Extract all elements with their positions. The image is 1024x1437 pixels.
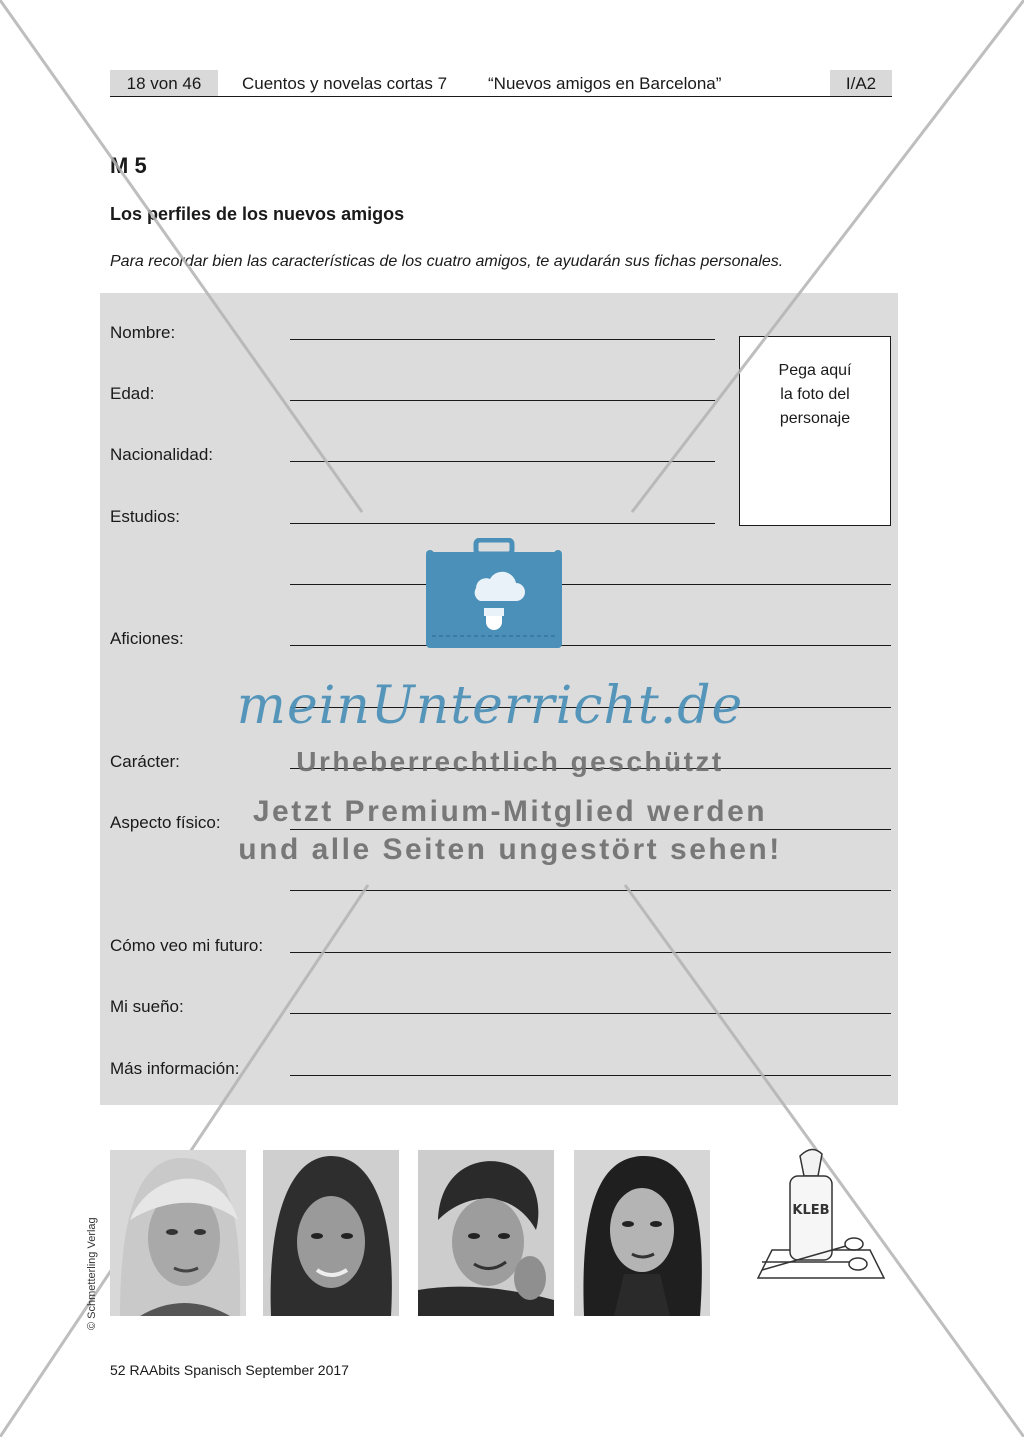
field-estudios-extra[interactable] [290, 584, 891, 585]
instructions: Para recordar bien las características de los cuatro amigos, te ayudarán sus fichas personales. [110, 253, 784, 270]
label-sueno: Mi sueño: [110, 997, 184, 1016]
field-edad[interactable] [290, 400, 715, 401]
field-mas-informacion[interactable] [290, 1075, 891, 1076]
field-aspecto-extra[interactable] [290, 890, 891, 891]
briefcase-cloud-icon [424, 538, 564, 650]
label-mas-informacion: Más información: [110, 1059, 240, 1078]
section-title: Los perfiles de los nuevos amigos [110, 204, 405, 224]
field-aficiones[interactable] [290, 645, 891, 646]
label-nacionalidad: Nacionalidad: [110, 445, 214, 464]
series-title: Cuentos y novelas cortas 7 [242, 74, 448, 93]
label-estudios: Estudios: [110, 507, 180, 526]
watermark-brand: meinUnterricht.de [236, 676, 744, 736]
page-footer: 52 RAAbits Spanisch September 2017 [110, 1362, 349, 1378]
watermark-copyright: Urheberrechtlich geschützt [296, 746, 724, 777]
label-edad: Edad: [110, 384, 155, 403]
label-aspecto: Aspecto físico: [110, 813, 221, 832]
glue-bottle-label: KLEB [792, 1203, 830, 1218]
watermark-premium-cta: Jetzt Premium-Mitglied werden [252, 795, 768, 828]
field-futuro[interactable] [290, 952, 891, 953]
unit-title: “Nuevos amigos en Barcelona” [488, 74, 722, 93]
field-nombre[interactable] [290, 339, 715, 340]
label-caracter: Carácter: [110, 752, 180, 771]
field-estudios[interactable] [290, 523, 715, 524]
watermark-premium-cta-2: und alle Seiten ungestört sehen! [238, 833, 782, 866]
level-code: I/A2 [830, 70, 892, 96]
portrait-photo-4 [574, 1150, 710, 1316]
field-aspecto[interactable] [290, 829, 891, 830]
field-nacionalidad[interactable] [290, 461, 715, 462]
portrait-photo-3 [418, 1150, 554, 1316]
glue-scissors-illustration [752, 1142, 890, 1288]
photo-credit: © Schmetterling Verlag [86, 1217, 98, 1330]
material-label: M 5 [110, 153, 147, 178]
label-futuro: Cómo veo mi futuro: [110, 936, 264, 955]
portrait-photo-1 [110, 1150, 246, 1316]
portrait-photo-2 [263, 1150, 399, 1316]
label-nombre: Nombre: [110, 323, 176, 342]
page-number: 18 von 46 [110, 70, 218, 96]
photo-placeholder-box[interactable] [739, 336, 891, 526]
label-aficiones: Aficiones: [110, 629, 184, 648]
photo-placeholder-text: Pega aquí la foto del personaje [778, 362, 852, 427]
field-sueno[interactable] [290, 1013, 891, 1014]
page-header [110, 70, 892, 97]
